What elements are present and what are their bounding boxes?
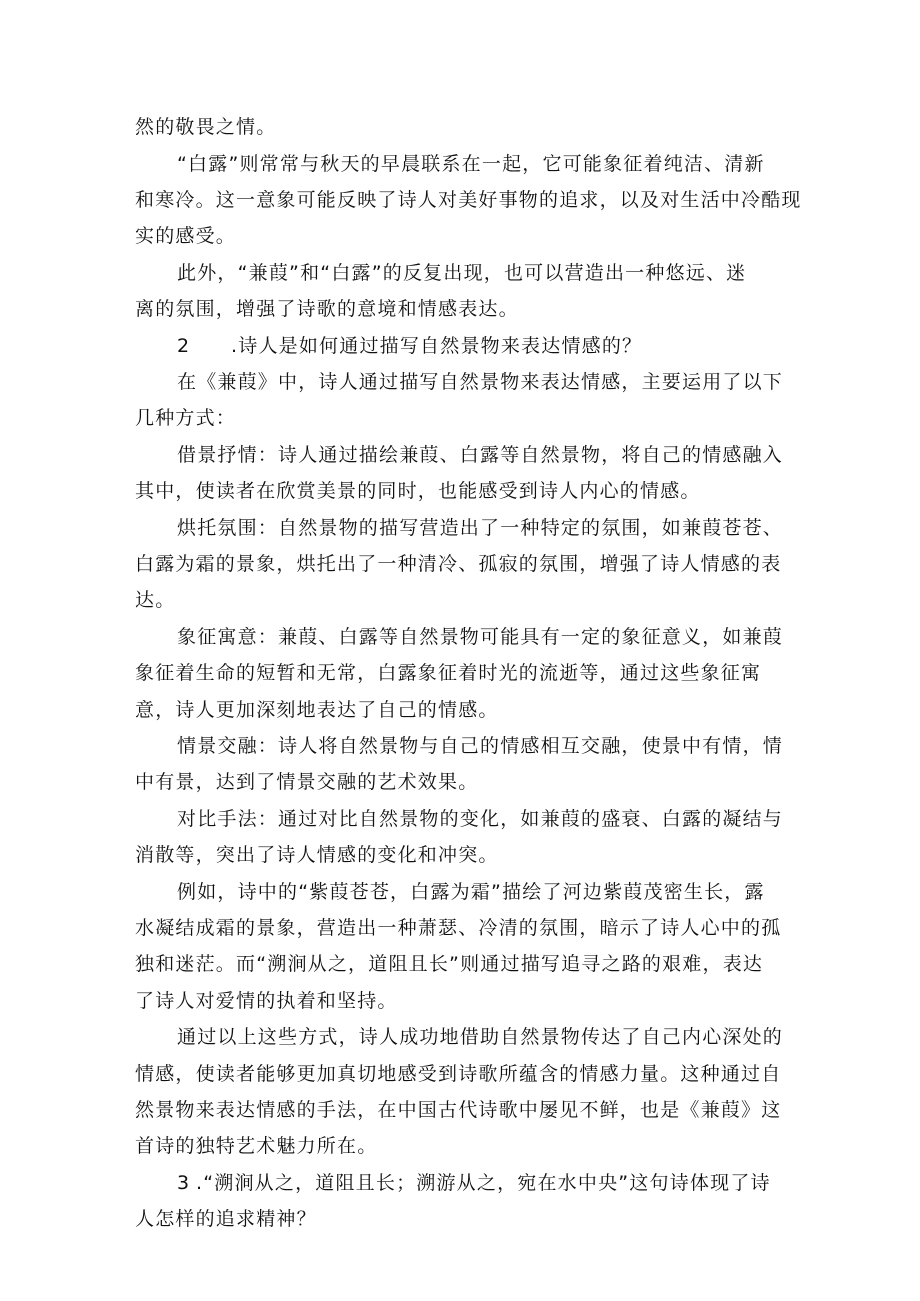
text-line: 通过以上这些方式，诗人成功地借助自然景物传达了自己内心深处的	[177, 1026, 784, 1048]
text-line: 情感，使读者能够更加真切地感受到诗歌所蕴含的情感力量。这种通过自	[135, 1063, 782, 1085]
text-line: 白露为霜的景象，烘托出了一种清冷、孤寂的氛围，增强了诗人情感的表	[135, 553, 782, 575]
text-line: 消散等，突出了诗人情感的变化和冲突。	[135, 844, 499, 866]
text-line: 例如，诗中的“紫葭苍苍，白露为霜”描绘了河边紫葭茂密生长，露	[177, 881, 765, 903]
question-number: 2	[177, 335, 191, 357]
text-line: 借景抒情：诗人通过描绘兼葭、白露等自然景物，将自己的情感融入	[177, 444, 784, 466]
text-line: 首诗的独特艺术魅力所在。	[135, 1135, 378, 1157]
text-line: 此外，“兼葭”和“白露”的反复出现，也可以营造出一种悠远、迷	[177, 262, 747, 284]
text-line: “白露”则常常与秋天的早晨联系在一起，它可能象征着纯洁、清新	[177, 153, 765, 175]
text-line: 烘托氛围：自然景物的描写营造出了一种特定的氛围，如兼葭苍苍、	[177, 517, 784, 539]
text-line: 几种方式：	[135, 407, 237, 429]
text-line: 独和迷茫。而“溯涧从之，道阻且长”则通过描写追寻之路的艰难，表达	[135, 953, 764, 975]
text-line: 达。	[135, 589, 176, 611]
text-line: 和寒冷。这一意象可能反映了诗人对美好事物的追求，以及对生活中冷酷现	[135, 189, 802, 211]
text-line: 在《兼葭》中，诗人通过描写自然景物来表达情感，主要运用了以下	[177, 371, 784, 393]
text-line: 对比手法：通过对比自然景物的变化，如兼葭的盛衰、白露的凝结与	[177, 808, 784, 830]
text-line: 然景物来表达情感的手法，在中国古代诗歌中屡见不鲜，也是《兼葭》这	[135, 1099, 782, 1121]
text-line: 中有景，达到了情景交融的艺术效果。	[135, 771, 479, 793]
text-line: 情景交融：诗人将自然景物与自己的情感相互交融，使景中有情，情	[177, 735, 784, 757]
text-line: 水凝结成霜的景象，营造出一种萧瑟、冷清的氛围，暗示了诗人心中的孤	[135, 917, 782, 939]
text-line: 人怎样的追求精神？	[135, 1208, 317, 1230]
text-line: 了诗人对爱情的执着和坚持。	[135, 990, 398, 1012]
text-line: 然的敬畏之情。	[135, 116, 277, 138]
text-line: 意，诗人更加深刻地表达了自己的情感。	[135, 699, 499, 721]
text-line: 离的氛围，增强了诗歌的意境和情感表达。	[135, 298, 519, 320]
text-line: 象征着生命的短暂和无常，白露象征着时光的流逝等，通过这些象征寓	[135, 662, 762, 684]
question-number: 3	[177, 1172, 191, 1194]
text-line: 实的感受。	[135, 225, 237, 247]
text-line: 其中，使读者在欣赏美景的同时，也能感受到诗人内心的情感。	[135, 480, 701, 502]
question-text: .“溯涧从之，道阻且长；溯游从之，宛在水中央”这句诗体现了诗	[196, 1172, 771, 1194]
question-text: .诗人是如何通过描写自然景物来表达情感的？	[231, 335, 643, 357]
text-line: 象征寓意：兼葭、白露等自然景物可能具有一定的象征意义，如兼葭	[177, 626, 784, 648]
